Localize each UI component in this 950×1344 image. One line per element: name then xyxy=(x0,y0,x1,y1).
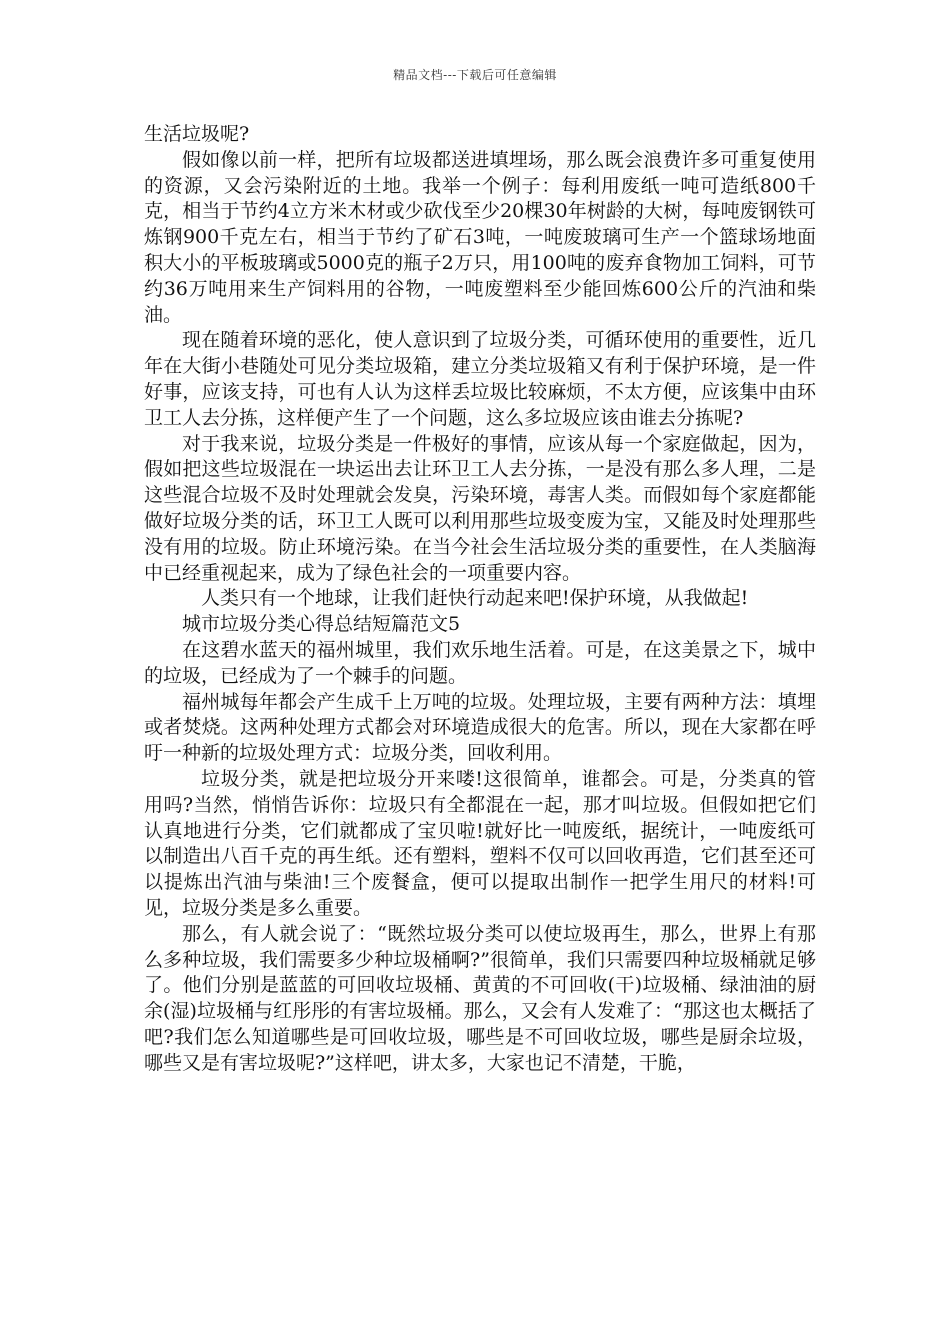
paragraph-6: 在这碧水蓝天的福州城里，我们欢乐地生活着。可是，在这美景之下，城中的垃圾，已经成为了一个棘手的问题。 xyxy=(144,638,816,687)
document-body xyxy=(144,122,816,1076)
page-header: 精品文档---下载后可任意编辑 xyxy=(393,68,557,82)
paragraph-8: 垃圾分类，就是把垃圾分开来喽!这很简单，谁都会。可是，分类真的管用吗?当然，悄悄告诉你：垃圾只有全都混在一起，那才叫垃圾。但假如把它们认真地进行分类，它们就都成了宝贝啦!就好比一吨废纸，据统计，一吨废纸可以制造出八百千克的再生纸。还有塑料，塑料不仅可以回收再造，它们甚至还可以提炼出汽油与柴油!三个废餐盒，便可以提取出制作一把学生用尺的材料!可见，垃圾分类是多么重要。 xyxy=(144,767,816,919)
paragraph-3: 现在随着环境的恶化，使人意识到了垃圾分类，可循环使用的重要性，近几年在大街小巷随处可见分类垃圾箱，建立分类垃圾箱又有利于保护环境，是一件好事，应该支持，可也有人认为这样丢垃圾比较麻烦，不太方便，应该集中由环卫工人去分拣，这样便产生了一个问题，这么多垃圾应该由谁去分拣呢? xyxy=(144,329,816,429)
paragraph-7: 福州城每年都会产生成千上万吨的垃圾。处理垃圾，主要有两种方法：填埋或者焚烧。这两种处理方式都会对环境造成很大的危害。所以，现在大家都在呼吁一种新的垃圾处理方式：垃圾分类，回收利用。 xyxy=(144,690,816,765)
paragraph-1: 生活垃圾呢? xyxy=(144,123,250,145)
section-heading: 城市垃圾分类心得总结短篇范文5 xyxy=(182,613,461,636)
paragraph-5: 人类只有一个地球，让我们赶快行动起来吧!保护环境，从我做起! xyxy=(201,587,749,610)
paragraph-9: 那么，有人就会说了：“既然垃圾分类可以使垃圾再生，那么，世界上有那么多种垃圾，我们需要多少种垃圾桶啊?”很简单，我们只需要四种垃圾桶就足够了。他们分别是蓝蓝的可回收垃圾桶、黄黄的不可回收(干)垃圾桶、绿油油的厨余(湿)垃圾桶与红彤彤的有害垃圾桶。那么，又会有人发难了：“那这也太概括了吧?我们怎么知道哪些是可回收垃圾，哪些是不可回收垃圾，哪些是厨余垃圾，哪些又是有害垃圾呢?”这样吧，讲太多，大家也记不清楚，干脆， xyxy=(144,922,816,1074)
paragraph-2: 假如像以前一样，把所有垃圾都送进填埋场，那么既会浪费许多可重复使用的资源，又会污染附近的土地。我举一个例子：每利用废纸一吨可造纸800千克，相当于节约4立方米木材或少砍伐至少20棵30年树龄的大树，每吨废钢铁可炼钢900千克左右，相当于节约了矿石3吨，一吨废玻璃可生产一个篮球场地面积大小的平板玻璃或5000克的瓶子2万只，用100吨的废弃食物加工饲料，可节约36万吨用来生产饲料用的谷物，一吨废塑料至少能回炼600公斤的汽油和柴油。 xyxy=(144,148,816,326)
paragraph-4: 对于我来说，垃圾分类是一件极好的事情，应该从每一个家庭做起，因为，假如把这些垃圾混在一块运出去让环卫工人去分拣，一是没有那么多人理，二是这些混合垃圾不及时处理就会发臭，污染环境，毒害人类。而假如每个家庭都能做好垃圾分类的话，环卫工人既可以利用那些垃圾变废为宝，又能及时处理那些没有用的垃圾。防止环境污染。在当今社会生活垃圾分类的重要性，在人类脑海中已经重视起来，成为了绿色社会的一项重要内容。 xyxy=(144,432,816,584)
